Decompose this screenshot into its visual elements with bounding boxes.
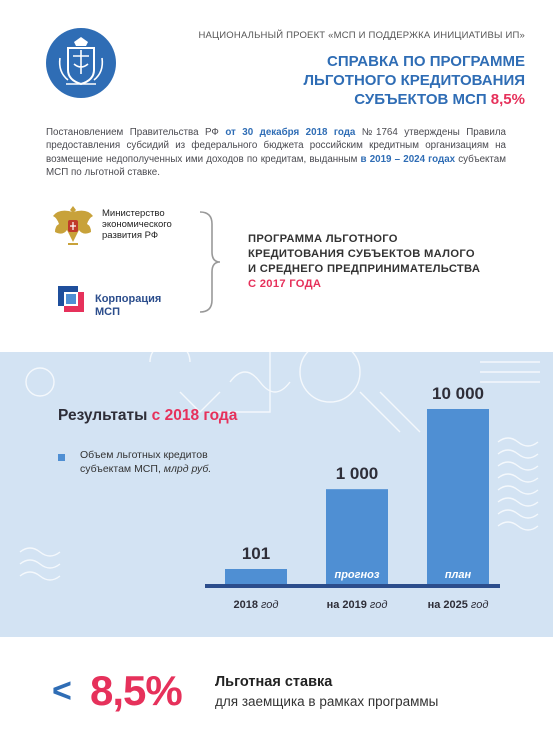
category-label-0: 2018 год xyxy=(233,599,279,611)
national-project-line: НАЦИОНАЛЬНЫЙ ПРОЕКТ «МСП И ПОДДЕРЖКА ИНИЦИАТИВЫ ИП» xyxy=(198,30,525,41)
intro-text-1: Постановлением Правительства РФ xyxy=(46,127,226,138)
intro-years: в 2019 – 2024 годах xyxy=(360,153,456,165)
less-than-sign: < xyxy=(52,672,72,710)
title-line-1: СПРАВКА ПО ПРОГРАММЕ xyxy=(326,53,525,70)
intro-date: от 30 декабря 2018 года xyxy=(225,127,356,138)
bar-2 xyxy=(427,409,489,584)
intro-paragraph xyxy=(46,126,506,180)
legend-line-2: субъектам МСП, xyxy=(80,463,164,475)
bar-value-2: 10 000 xyxy=(432,384,484,403)
x-axis-line xyxy=(205,584,500,588)
intro-text-2: №1764 утверждены Правила предоставления субсидий из федерального бюджета российским кредитным организациям на возмещение недополученных ими доходов по кредитам, выданным xyxy=(46,127,506,165)
msp-line-1: Корпорация xyxy=(95,293,162,305)
program-line-1: ПРОГРАММА ЛЬГОТНОГО xyxy=(248,233,398,245)
results-title-accent: с 2018 года xyxy=(151,407,238,424)
russian-eagle-icon xyxy=(50,200,96,250)
msp-corporation-logo-icon xyxy=(54,282,88,316)
bar-0 xyxy=(225,569,287,584)
category-label-2: на 2025 год xyxy=(427,599,489,611)
msp-line-2: МСП xyxy=(95,306,121,318)
krasnodar-emblem-icon xyxy=(46,28,116,98)
legend-line-1: Объем льготных кредитов xyxy=(80,449,208,461)
program-description xyxy=(248,232,518,292)
intro-text-3: субъектам МСП по льготной ставке. xyxy=(46,153,506,179)
results-bar-chart xyxy=(0,352,553,637)
rate-value: 8,5% xyxy=(90,667,182,714)
program-line-2: КРЕДИТОВАНИЯ СУБЪЕКТОВ МАЛОГО xyxy=(248,248,475,260)
title-line-3-text: СУБЪЕКТОВ МСП xyxy=(354,91,491,108)
legend-unit: млрд руб. xyxy=(163,463,212,475)
rate-subtitle: для заемщика в рамках программы xyxy=(215,694,439,709)
program-line-3: И СРЕДНЕГО ПРЕДПРИНИМАТЕЛЬСТВА xyxy=(248,263,481,275)
ministry-line-2: экономического xyxy=(102,219,172,230)
title-percent: 8,5% xyxy=(490,91,525,108)
rate-title: Льготная ставка xyxy=(215,674,333,690)
ministry-line-1: Министерство xyxy=(102,208,165,219)
bar-value-0: 101 xyxy=(241,544,271,563)
msp-corporation-name xyxy=(95,293,161,319)
results-title-text: Результаты xyxy=(58,407,152,424)
title-line-3 xyxy=(225,90,525,109)
page-title xyxy=(225,52,525,109)
curly-brace-icon xyxy=(196,210,222,314)
title-line-2: ЛЬГОТНОГО КРЕДИТОВАНИЯ xyxy=(303,72,525,89)
ministry-line-3: развития РФ xyxy=(102,230,159,241)
bar-inner-label-1: прогноз xyxy=(334,569,380,581)
program-since: С 2017 ГОДА xyxy=(248,278,322,290)
bar-inner-label-2: план xyxy=(444,569,472,581)
ministry-name xyxy=(102,208,182,241)
category-label-1: на 2019 год xyxy=(326,599,388,611)
bar-value-1: 1 000 xyxy=(335,464,379,484)
